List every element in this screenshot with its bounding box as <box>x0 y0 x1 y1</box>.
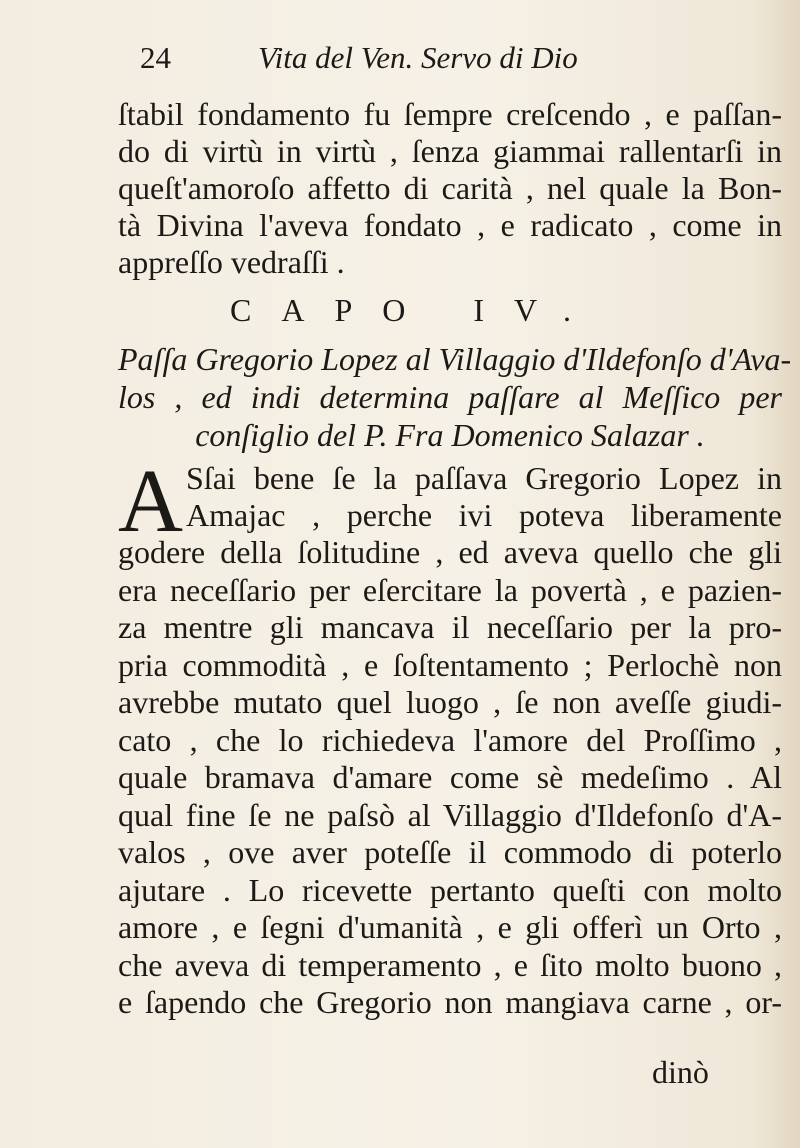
running-head: Vita del Ven. Servo di Dio <box>258 40 578 75</box>
text-line: ſtabil fondamento fu ſempre creſcendo , e paſſan- <box>118 96 782 132</box>
text-line: tà Divina l'aveva fondato , e radicato , come in <box>118 207 782 243</box>
text-line: amore , e ſegni d'umanità , e gli offerì un Orto , <box>118 909 782 945</box>
drop-cap: A <box>118 452 183 551</box>
drop-cap-lines <box>186 460 782 534</box>
text-line: appreſſo vedraſſi . <box>118 244 345 280</box>
text-line: che aveva di temperamento , e ſito molto buono , <box>118 946 782 983</box>
page-header <box>140 40 700 84</box>
text-line: Sſai bene ſe la paſſava Gregorio Lopez in <box>186 460 782 496</box>
text-line: cato , che lo richiedeva l'amore del Proſſimo , <box>118 721 782 758</box>
text-line: valos , ove aver poteſſe il commodo di poterlo <box>118 834 782 870</box>
summary-line: Paſſa Gregorio Lopez al Villaggio d'Ildefonſo d'Ava- <box>118 341 792 377</box>
intro-paragraph <box>118 96 800 281</box>
page-number: 24 <box>140 40 171 75</box>
text-line: Amajac , perche ivi poteva liberamente <box>186 497 782 533</box>
summary-line: los , ed indi determina paſſare al Meſſico per <box>118 379 782 415</box>
text-line: qual fine ſe ne paſsò al Villaggio d'Ildefonſo d'A- <box>118 796 782 833</box>
text-line: quale bramava d'amare come sè medeſimo . Al <box>118 759 782 795</box>
summary-line: conſiglio del P. Fra Domenico Salazar . <box>195 417 705 453</box>
text-line: pria commodità , e ſoſtentamento ; Perlochè non <box>118 646 782 683</box>
chapter-summary <box>118 340 792 454</box>
text-line: do di virtù in virtù , ſenza giammai rallentarſi in <box>118 133 782 169</box>
text-line: avrebbe mutato quel luogo , ſe non aveſſe giudi- <box>118 684 782 720</box>
text-line: queſt'amoroſo affetto di carità , nel quale la Bon- <box>118 170 782 206</box>
text-line: godere della ſolitudine , ed aveva quello che gli <box>118 534 782 570</box>
main-paragraph <box>118 534 782 1022</box>
chapter-heading: CAPO IV. <box>230 292 601 328</box>
catchword: dinò <box>652 1054 709 1090</box>
text-line: za mentre gli mancava il neceſſario per la pro- <box>118 609 782 645</box>
text-line: ajutare . Lo ricevette pertanto queſti con molto <box>118 871 782 908</box>
text-line: era neceſſario per eſercitare la povertà , e pazien- <box>118 571 782 608</box>
text-line: e ſapendo che Gregorio non mangiava carne , or- <box>118 984 782 1020</box>
